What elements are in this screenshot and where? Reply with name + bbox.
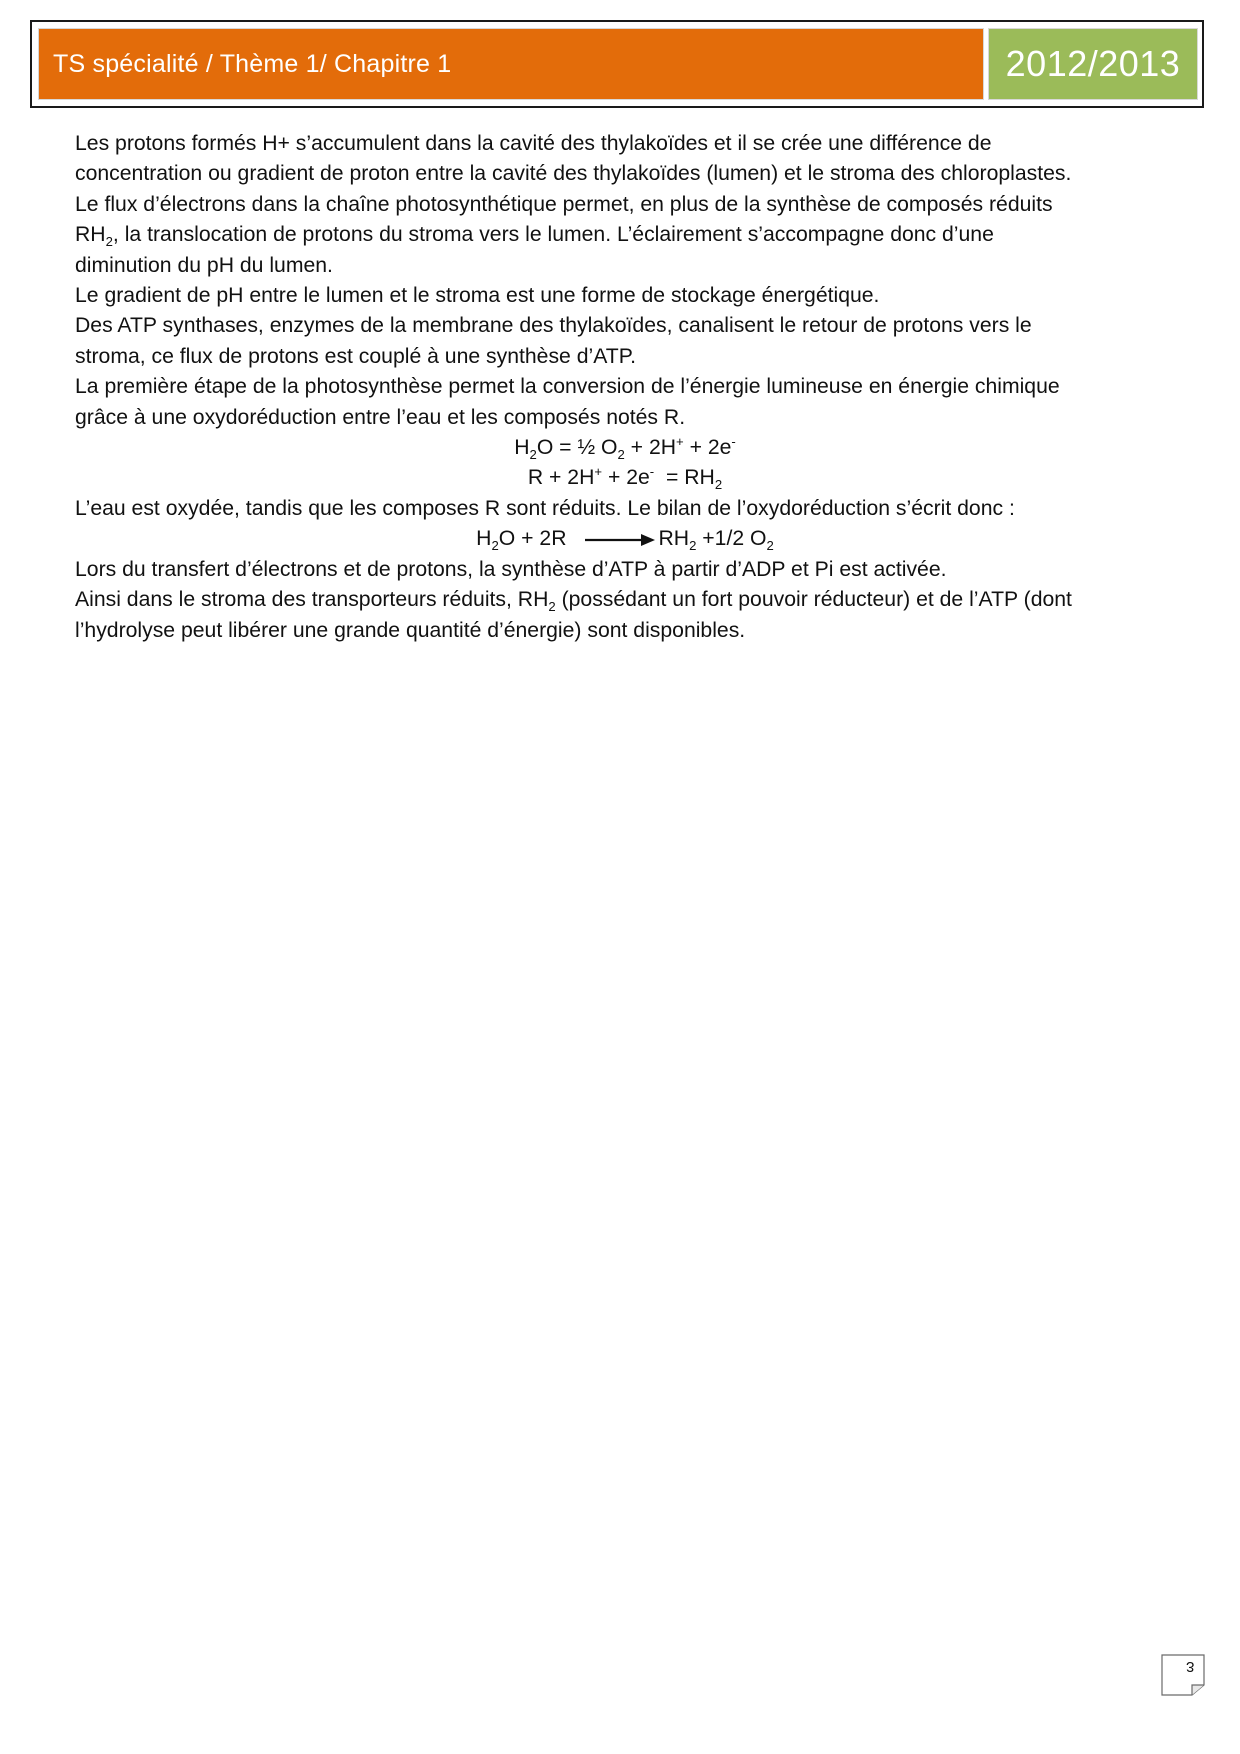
text-run: + 2H: [624, 436, 677, 460]
subscript: 2: [529, 447, 537, 463]
subscript: 2: [548, 599, 556, 615]
document-body: [75, 129, 1175, 646]
paragraph-line: [75, 220, 1175, 250]
subscript: 2: [617, 447, 625, 463]
text-run: + 2e: [683, 436, 732, 460]
paragraph-line: Des ATP synthases, enzymes de la membrane des thylakoïdes, canalisent le retour de protons vers le: [75, 314, 1032, 338]
subscript: 2: [491, 538, 499, 554]
subscript: 2: [689, 538, 697, 554]
text-run: RH: [658, 527, 690, 551]
subscript: 2: [714, 477, 723, 493]
header-title-box: [38, 28, 984, 100]
text-run: RH: [75, 223, 106, 247]
folded-page-icon: [1158, 1653, 1208, 1697]
equation-redox-balance: [75, 524, 1175, 554]
paragraph-line: [75, 585, 1175, 615]
page-number-box: [1158, 1653, 1208, 1697]
paragraph-line: Les protons formés H+ s’accumulent dans la cavité des thylakoïdes et il se crée une différence de: [75, 132, 992, 155]
header-title: TS spécialité / Thème 1/ Chapitre 1: [53, 49, 452, 78]
superscript: -: [731, 434, 736, 449]
text-run: O = ½ O: [536, 436, 618, 460]
text-run: R + 2H: [527, 466, 595, 490]
paragraph-line: grâce à une oxydoréduction entre l’eau et les composés notés R.: [75, 405, 686, 429]
paragraph-line: La première étape de la photosynthèse permet la conversion de l’énergie lumineuse en énergie chimique: [75, 375, 1060, 399]
paragraph-line: Le gradient de pH entre le lumen et le stroma est une forme de stockage énergétique.: [75, 284, 880, 308]
header-frame: [30, 20, 1204, 108]
superscript: +: [594, 464, 603, 480]
text-run: = RH: [654, 466, 715, 490]
header-year: 2012/2013: [1005, 43, 1181, 84]
text-run: O + 2R: [498, 527, 567, 551]
text-run: H: [514, 436, 530, 460]
paragraph-line: stroma, ce flux de protons est couplé à une synthèse d’ATP.: [75, 344, 637, 368]
superscript: +: [676, 434, 684, 449]
page-number: 3: [1186, 1658, 1195, 1675]
paragraph-line: l’hydrolyse peut libérer une grande quantité d’énergie) sont disponibles.: [75, 618, 746, 642]
text-run: +1/2 O: [696, 527, 767, 551]
text-run: , la translocation de protons du stroma vers le lumen. L’éclairement s’accompagne donc d’une: [112, 223, 994, 247]
equation-water-oxidation: [75, 433, 1175, 463]
subscript: 2: [105, 234, 113, 250]
paragraph-line: Le flux d’électrons dans la chaîne photosynthétique permet, en plus de la synthèse de composés réduits: [75, 192, 1053, 216]
equation-r-reduction: [75, 463, 1175, 493]
superscript: -: [649, 464, 655, 480]
paragraph-line: Lors du transfert d’électrons et de protons, la synthèse d’ATP à partir d’ADP et Pi est activée.: [75, 557, 947, 581]
text-run: (possédant un fort pouvoir réducteur) et de l’ATP (dont: [555, 588, 1072, 612]
text-run: + 2e: [602, 466, 650, 490]
subscript: 2: [766, 538, 774, 554]
header-year-box: [988, 28, 1198, 100]
reaction-arrow-icon: [585, 531, 655, 549]
paragraph-line: concentration ou gradient de proton entre la cavité des thylakoïdes (lumen) et le stroma des chloroplastes.: [75, 162, 1072, 186]
text-run: H: [476, 527, 492, 551]
paragraph-line: L’eau est oxydée, tandis que les composes R sont réduits. Le bilan de l’oxydoréduction s’écrit donc :: [75, 496, 1015, 520]
text-run: Ainsi dans le stroma des transporteurs réduits, RH: [75, 588, 549, 612]
paragraph-line: diminution du pH du lumen.: [75, 253, 333, 277]
